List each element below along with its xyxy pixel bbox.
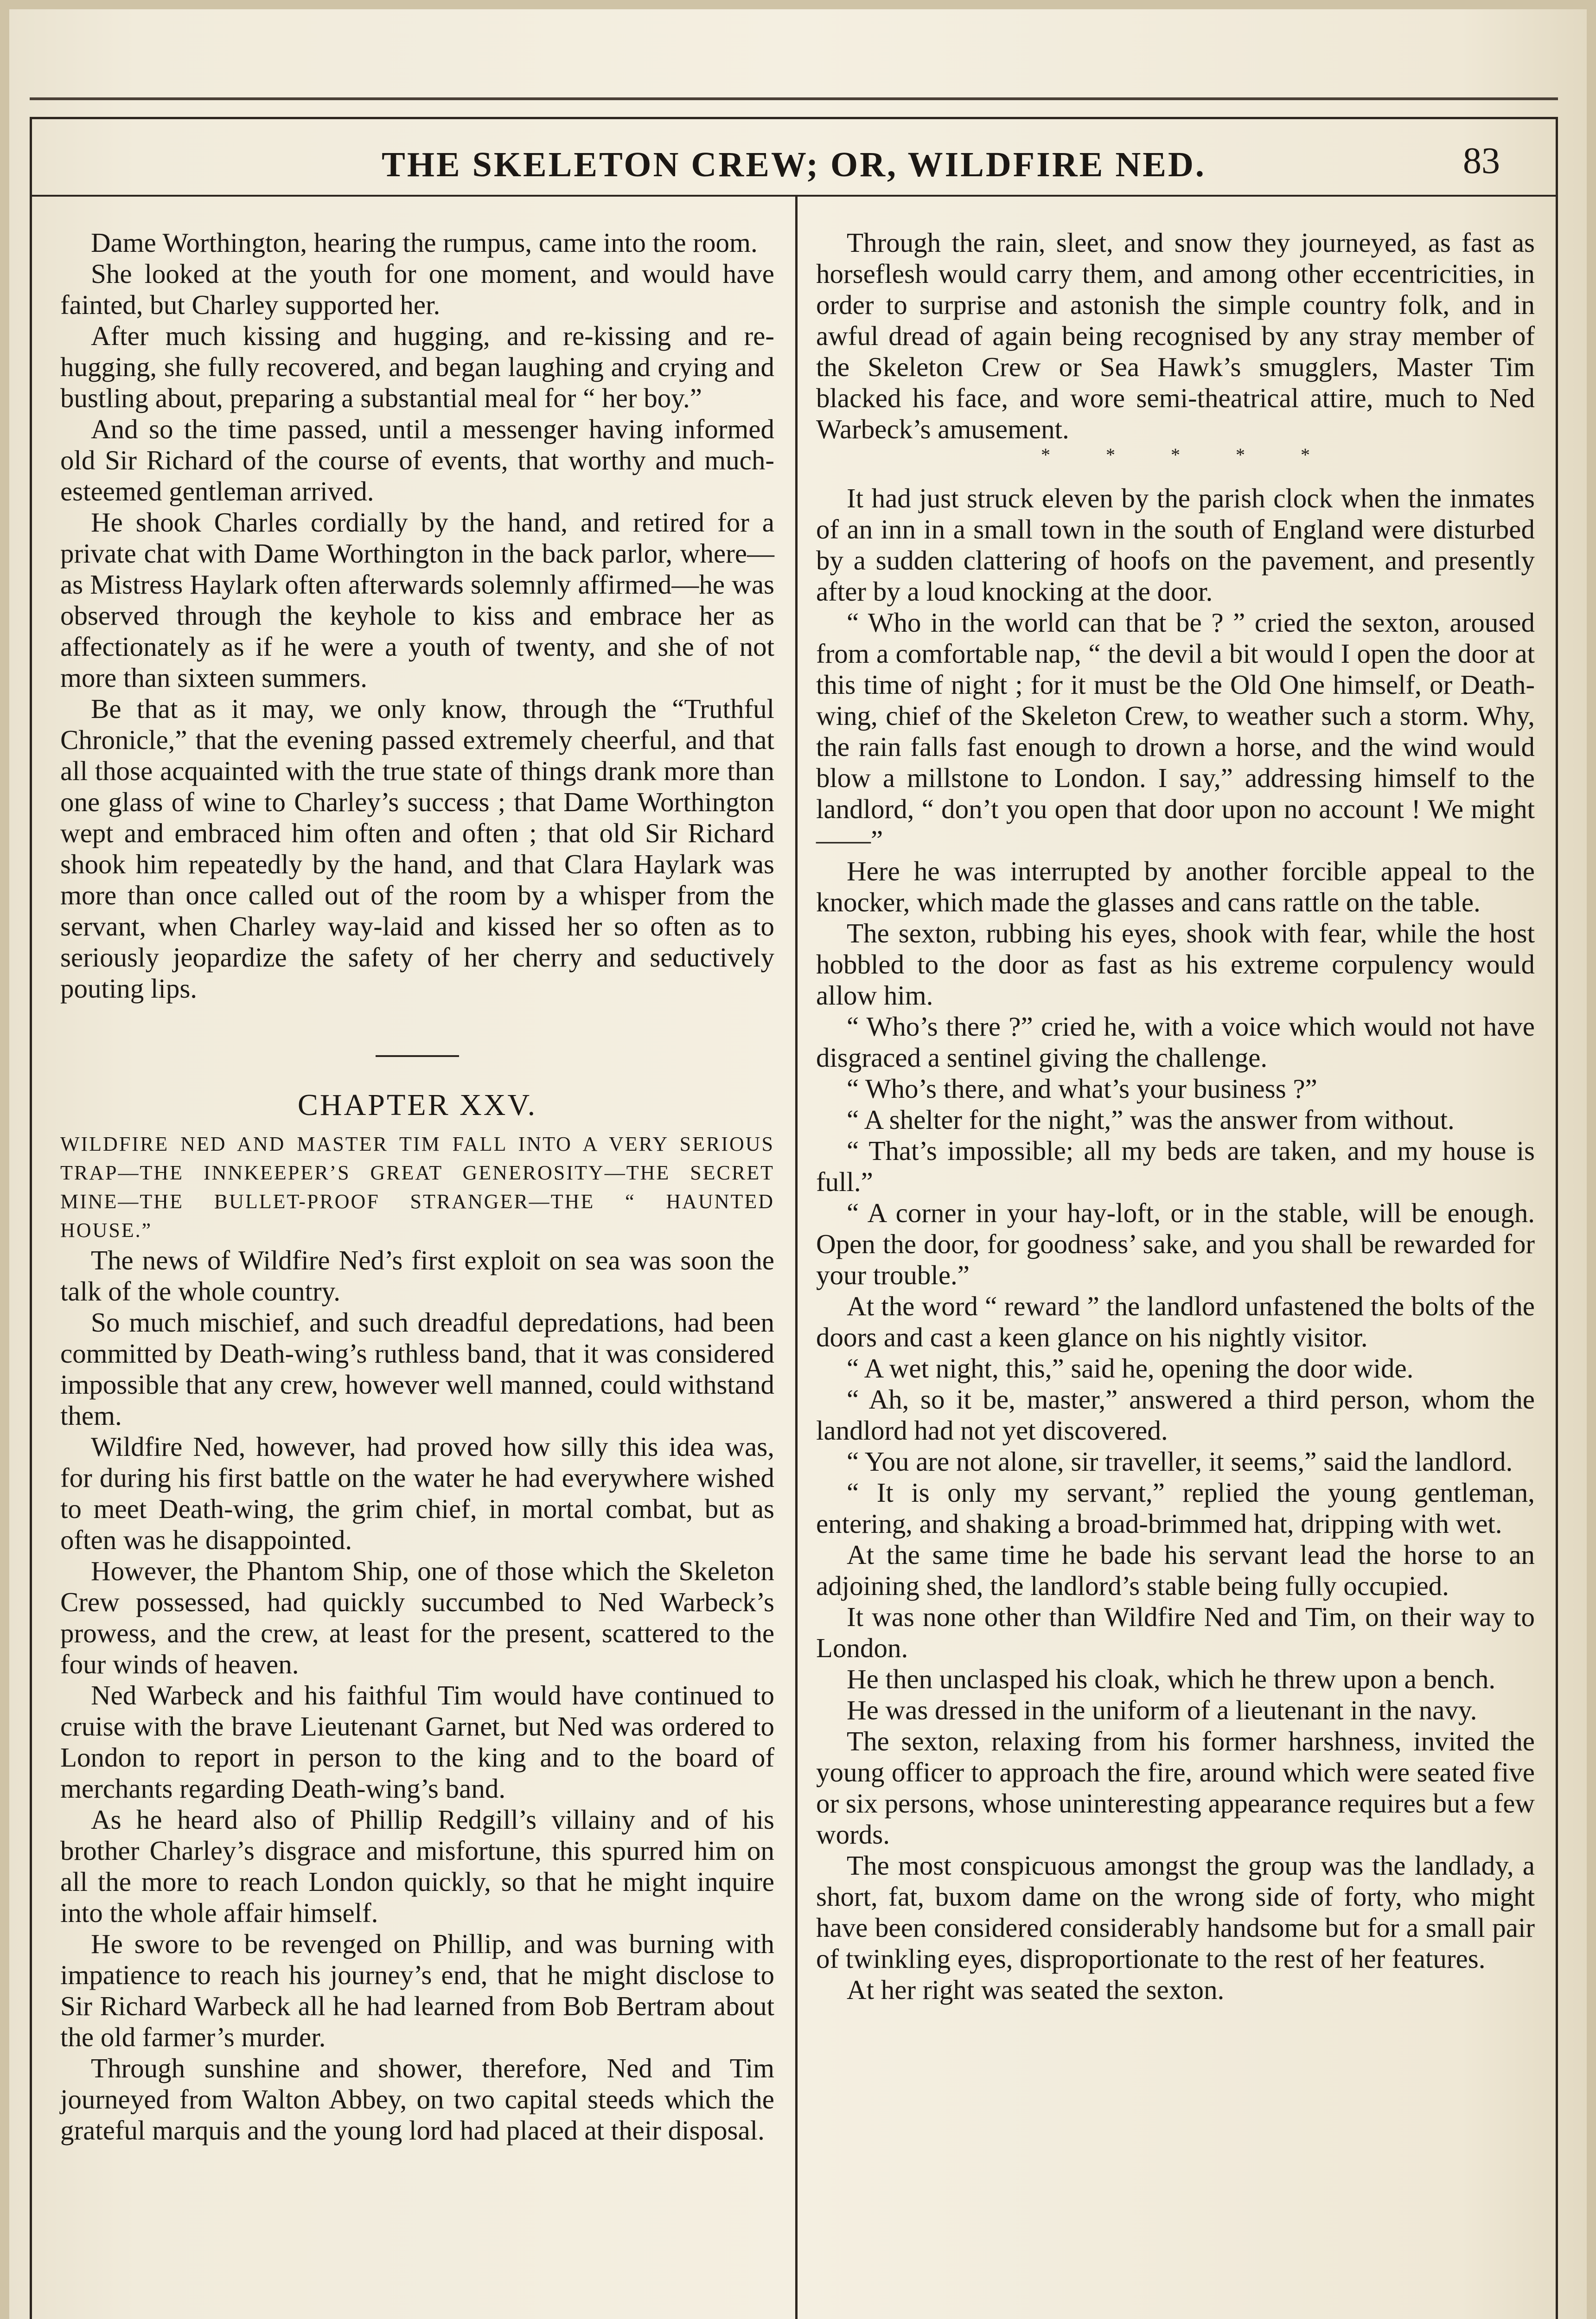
paragraph: It had just struck eleven by the parish clock when the inmates of an inn in a small town in the south of England were disturbed by a sudden clattering of hoofs on the pavement, and presently after by a loud knocking at the door. — [816, 483, 1535, 607]
column-divider — [795, 196, 798, 2319]
paragraph: “ That’s impossible; all my beds are taken, and my house is full.” — [816, 1135, 1535, 1197]
paragraph: “ A shelter for the night,” was the answer from without. — [847, 1104, 1455, 1135]
paragraph: “ Who in the world can that be ? ” cried the sexton, aroused from a comfortable nap, “ the devil a bit would I open the door at this time of night ; for it must be the Old One himself, or Death-wing, chief of the Skeleton Crew, to weather such a storm. Why, the rain falls fast enough to drown a horse, and the wind would blow a millstone to London. I say,” addressing himself to the landlord, “ don’t you open that door upon no account ! We might——” — [816, 607, 1535, 855]
paragraph: The news of Wildfire Ned’s first exploit on sea was soon the talk of the whole country. — [60, 1245, 774, 1307]
paragraph: Dame Worthington, hearing the rumpus, came into the room. — [91, 227, 758, 258]
paragraph: He then unclasped his cloak, which he threw upon a bench. — [847, 1664, 1496, 1694]
left-paragraphs — [60, 227, 774, 1004]
right-column — [816, 227, 1535, 2005]
chapter-paragraphs — [60, 1245, 774, 2146]
paragraph: So much mischief, and such dreadful depredations, had been committed by Death-wing’s ruthless band, that it was considered impossible that any crew, however well manned, could withstand them. — [60, 1307, 774, 1431]
right-paragraphs-before-break — [816, 227, 1535, 445]
paragraph: At the same time he bade his servant lead the horse to an adjoining shed, the landlord’s stable being fully occupied. — [816, 1539, 1535, 1601]
chapter-summary: WILDFIRE NED AND MASTER TIM FALL INTO A VERY SERIOUS TRAP—THE INNKEEPER’S GREAT GENEROSITY—THE SECRET MINE—THE BULLET-PROOF STRANGER—THE “ HAUNTED HOUSE.” — [60, 1133, 774, 1242]
paragraph: “ You are not alone, sir traveller, it seems,” said the landlord. — [847, 1446, 1513, 1477]
paragraph: Be that as it may, we only know, through the “Truthful Chronicle,” that the evening passed extremely cheerful, and that all those acquainted with the true state of things drank more than one glass of wine to Charley’s success ; that Dame Worthington wept and embraced him often and often ; that old Sir Richard shook him repeatedly by the hand, and that Clara Haylark was more than once called out of the room by a whisper from the servant, when Charley way-laid and kissed her so often as to seriously jeopardize the safety of her cherry and seductively pouting lips. — [60, 693, 774, 1004]
paragraph: The sexton, relaxing from his former harshness, invited the young officer to approach the fire, around which were seated five or six persons, whose uninteresting appearance requires but a few words. — [816, 1726, 1535, 1850]
paragraph: “ Who’s there ?” cried he, with a voice which would not have disgraced a sentinel giving the challenge. — [816, 1011, 1535, 1073]
paragraph: However, the Phantom Ship, one of those which the Skeleton Crew possessed, had quickly succumbed to Ned Warbeck’s prowess, and the crew, at least for the present, scattered to the four winds of heaven. — [60, 1556, 774, 1679]
running-header — [32, 117, 1556, 196]
paragraph: At the word “ reward ” the landlord unfastened the bolts of the doors and cast a keen glance on his nightly visitor. — [816, 1291, 1535, 1352]
paragraph: At her right was seated the sexton. — [847, 1974, 1225, 2005]
paragraph: Wildfire Ned, however, had proved how silly this idea was, for during his first battle on the water he had everywhere wished to meet Death-wing, the grim chief, in mortal combat, but as often was he disappointed. — [60, 1431, 774, 1555]
paragraph: It was none other than Wildfire Ned and Tim, on their way to London. — [816, 1602, 1535, 1663]
chapter-rule — [376, 1055, 459, 1057]
running-title: THE SKELETON CREW; OR, WILDFIRE NED. — [382, 145, 1206, 184]
header-rule — [32, 195, 1556, 197]
paragraph: Through sunshine and shower, therefore, Ned and Tim journeyed from Walton Abbey, on two capital steeds which the grateful marquis and the young lord had placed at their disposal. — [60, 2053, 774, 2146]
paragraph: “ A wet night, this,” said he, opening the door wide. — [847, 1353, 1414, 1384]
paragraph: “ Who’s there, and what’s your business ?” — [847, 1073, 1317, 1104]
section-break: * * * * * — [1041, 444, 1310, 465]
paragraph: “ It is only my servant,” replied the young gentleman, entering, and shaking a broad-brimmed hat, dripping with wet. — [816, 1477, 1535, 1539]
right-paragraphs-after-break — [816, 483, 1535, 2005]
page-number: 83 — [1463, 141, 1500, 181]
chapter-title: CHAPTER XXV. — [297, 1088, 537, 1122]
paragraph: Ned Warbeck and his faithful Tim would have continued to cruise with the brave Lieutenant Garnet, but Ned was ordered to London to report in person to the king and to the board of merchants regarding Death-wing’s band. — [60, 1680, 774, 1804]
paragraph: Here he was interrupted by another forcible appeal to the knocker, which made the glasses and cans rattle on the table. — [816, 856, 1535, 917]
book-page — [9, 9, 1587, 2319]
paragraph: She looked at the youth for one moment, and would have fainted, but Charley supported her. — [60, 258, 774, 320]
paragraph: Through the rain, sleet, and snow they journeyed, as fast as horseflesh would carry them, and among other eccentricities, in order to surprise and astonish the simple country folk, and in awful dread of again being recognised by any stray member of the Skeleton Crew or Sea Hawk’s smugglers, Master Tim blacked his face, and wore semi-theatrical attire, much to Ned Warbeck’s amusement. — [816, 227, 1535, 444]
paragraph: As he heard also of Phillip Redgill’s villainy and of his brother Charley’s disgrace and misfortune, this spurred him on all the more to reach London quickly, so that he might inquire into the whole affair himself. — [60, 1804, 774, 1928]
paragraph: He shook Charles cordially by the hand, and retired for a private chat with Dame Worthington in the back parlor, where—as Mistress Haylark often afterwards solemnly affirmed—he was observed through the keyhole to kiss and embrace her as affectionately as if he were a youth of twenty, and she of not more than sixteen summers. — [60, 507, 774, 693]
top-rule — [30, 97, 1558, 100]
paragraph: The most conspicuous amongst the group was the landlady, a short, fat, buxom dame on the wrong side of forty, who might have been considered considerably handsome but for a small pair of twinkling eyes, disproportionate to the rest of her features. — [816, 1850, 1535, 1974]
paragraph: He swore to be revenged on Phillip, and was burning with impatience to reach his journey’s end, that he might disclose to Sir Richard Warbeck all he had learned from Bob Bertram about the old farmer’s murder. — [60, 1928, 774, 2052]
paragraph: The sexton, rubbing his eyes, shook with fear, while the host hobbled to the door as fast as his extreme corpulency would allow him. — [816, 918, 1535, 1011]
paragraph: And so the time passed, until a messenger having informed old Sir Richard of the course of events, that worthy and much-esteemed gentleman arrived. — [60, 414, 774, 506]
paragraph: “ A corner in your hay-loft, or in the stable, will be enough. Open the door, for goodness’ sake, and you shall be rewarded for your trouble.” — [816, 1198, 1535, 1290]
left-column — [60, 227, 774, 2146]
paragraph: He was dressed in the uniform of a lieutenant in the navy. — [847, 1695, 1477, 1725]
paragraph: “ Ah, so it be, master,” answered a third person, whom the landlord had not yet discovered. — [816, 1384, 1535, 1446]
paragraph: After much kissing and hugging, and re-kissing and re-hugging, she fully recovered, and began laughing and crying and bustling about, preparing a substantial meal for “ her boy.” — [60, 320, 774, 413]
